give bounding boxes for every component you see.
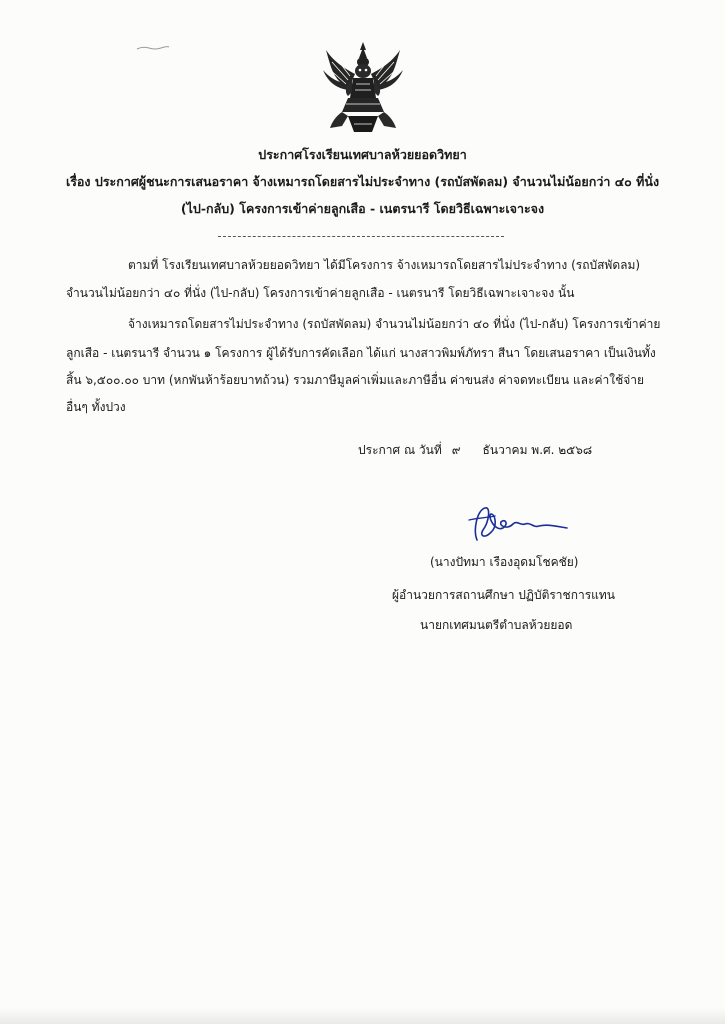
scan-bottom-edge (0, 1008, 725, 1024)
body-line-3: จ้างเหมารถโดยสารไม่ประจำทาง (รถบัสพัดลม) จำนวนไม่น้อยกว่า ๔๐ ที่นั่ง (ไป-กลับ) โครงการเข้าค่าย (128, 317, 661, 331)
date-prefix: ประกาศ ณ วันที่ (358, 443, 442, 457)
subject-line-2: (ไป-กลับ) โครงการเข้าค่ายลูกเสือ - เนตรนารี โดยวิธีเฉพาะเจาะจง (180, 201, 545, 216)
signatory-position-2: นายกเทศมนตรีตำบลห้วยยอด (420, 618, 573, 632)
body-line-1: ตามที่ โรงเรียนเทศบาลห้วยยอดวิทยา ได้มีโครงการ จ้างเหมารถโดยสารไม่ประจำทาง (รถบัสพัดลม) (128, 258, 641, 272)
scan-artifact-mark (135, 45, 171, 51)
subject-line-1: เรื่อง ประกาศผู้ชนะการเสนอราคา จ้างเหมารถโดยสารไม่ประจำทาง (รถบัสพัดลม) จำนวนไม่น้อยกว่า ๔๐ ที่นั่ง (65, 174, 660, 189)
body-line-4: ลูกเสือ - เนตรนารี จำนวน ๑ โครงการ ผู้ได้รับการคัดเลือก ได้แก่ นางสาวพิมพ์ภัทรา สีนา โดยเสนอราคา เป็นเงินทั้ง (66, 346, 656, 360)
garuda-emblem-icon (318, 40, 408, 136)
date-month-year: ธันวาคม พ.ศ. ๒๕๖๘ (482, 443, 593, 457)
announcement-title: ประกาศโรงเรียนเทศบาลห้วยยอดวิทยา (258, 147, 467, 162)
body-line-5: สิ้น ๖,๕๐๐.๐๐ บาท (หกพันห้าร้อยบาทถ้วน) รวมภาษีมูลค่าเพิ่มและภาษีอื่น ค่าขนส่ง ค่าจดทะเบียน และค่าใช้จ่าย (66, 373, 645, 387)
signatory-name: (นางปัทมา เรืองอุดมโชคชัย) (430, 555, 579, 569)
handwritten-signature-icon (455, 500, 575, 550)
announcement-date (358, 441, 592, 460)
signatory-position-1: ผู้อำนวยการสถานศึกษา ปฏิบัติราชการแทน (392, 588, 615, 602)
date-day: ๙ (451, 443, 461, 457)
body-line-2: จำนวนไม่น้อยกว่า ๔๐ ที่นั่ง (ไป-กลับ) โครงการเข้าค่ายลูกเสือ - เนตรนารี โดยวิธีเฉพาะเจาะจง นั้น (66, 286, 575, 300)
body-line-6: อื่นๆ ทั้งปวง (66, 400, 126, 414)
header-divider (218, 236, 504, 237)
